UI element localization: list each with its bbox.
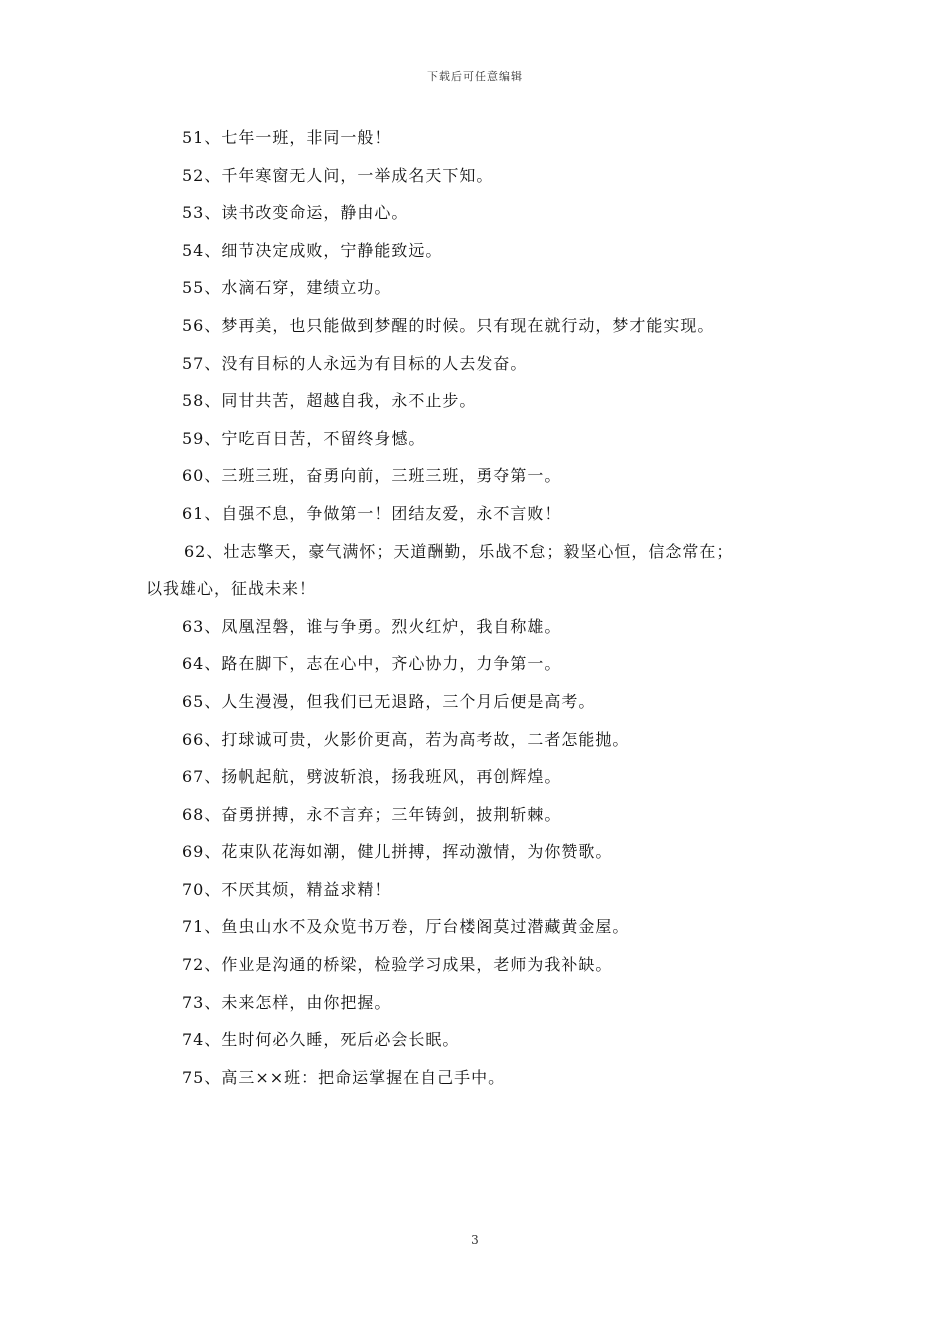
list-item: 66、打球诚可贵，火影价更高，若为高考故，二者怎能抛。 [182, 729, 630, 749]
page-number: 3 [471, 1233, 479, 1247]
list-item: 55、水滴石穿，建绩立功。 [182, 278, 392, 298]
list-item: 62、壮志擎天，豪气满怀；天道酬勤，乐战不怠；毅坚心恒，信念常在； [184, 541, 734, 561]
list-item: 72、作业是沟通的桥梁，检验学习成果，老师为我补缺。 [182, 955, 613, 975]
list-item: 61、自强不息，争做第一！团结友爱，永不言败！ [182, 503, 562, 523]
list-item: 73、未来怎样，由你把握。 [182, 992, 392, 1012]
list-item: 68、奋勇拼搏，永不言弃；三年铸剑，披荆斩棘。 [182, 804, 562, 824]
list-item: 63、凤凰涅磐，谁与争勇。烈火红炉，我自称雄。 [182, 616, 562, 636]
list-item: 71、鱼虫山水不及众览书万卷，厅台楼阁莫过潜藏黄金屋。 [182, 917, 630, 937]
slogan-list [146, 124, 806, 1101]
list-item: 75、高三××班：把命运掌握在自己手中。 [182, 1067, 506, 1087]
list-item: 60、三班三班，奋勇向前，三班三班，勇夺第一。 [182, 466, 562, 486]
list-item: 56、梦再美，也只能做到梦醒的时候。只有现在就行动，梦才能实现。 [182, 315, 715, 335]
list-item: 67、扬帆起航，劈波斩浪，扬我班风，再创辉煌。 [182, 767, 562, 787]
list-item: 65、人生漫漫，但我们已无退路，三个月后便是高考。 [182, 691, 596, 711]
list-item: 58、同甘共苦，超越自我，永不止步。 [182, 391, 477, 411]
list-item: 54、细节决定成败，宁静能致远。 [182, 240, 443, 260]
list-item: 59、宁吃百日苦，不留终身憾。 [182, 428, 426, 448]
list-item: 64、路在脚下，志在心中，齐心协力，力争第一。 [182, 654, 562, 674]
list-item: 70、不厌其烦，精益求精！ [182, 879, 392, 899]
list-item: 51、七年一班，非同一般！ [182, 128, 392, 147]
list-item: 74、生时何必久睡，死后必会长眠。 [182, 1030, 460, 1050]
list-item-continuation: 以我雄心，征战未来！ [146, 579, 317, 599]
page-header: 下载后可任意编辑 [427, 70, 523, 83]
list-item: 53、读书改变命运，静由心。 [182, 203, 409, 223]
list-item: 52、千年寒窗无人问，一举成名天下知。 [182, 165, 494, 185]
list-item: 57、没有目标的人永远为有目标的人去发奋。 [182, 353, 528, 373]
list-item: 69、花束队花海如潮，健儿拼搏，挥动激情，为你赞歌。 [182, 842, 613, 862]
